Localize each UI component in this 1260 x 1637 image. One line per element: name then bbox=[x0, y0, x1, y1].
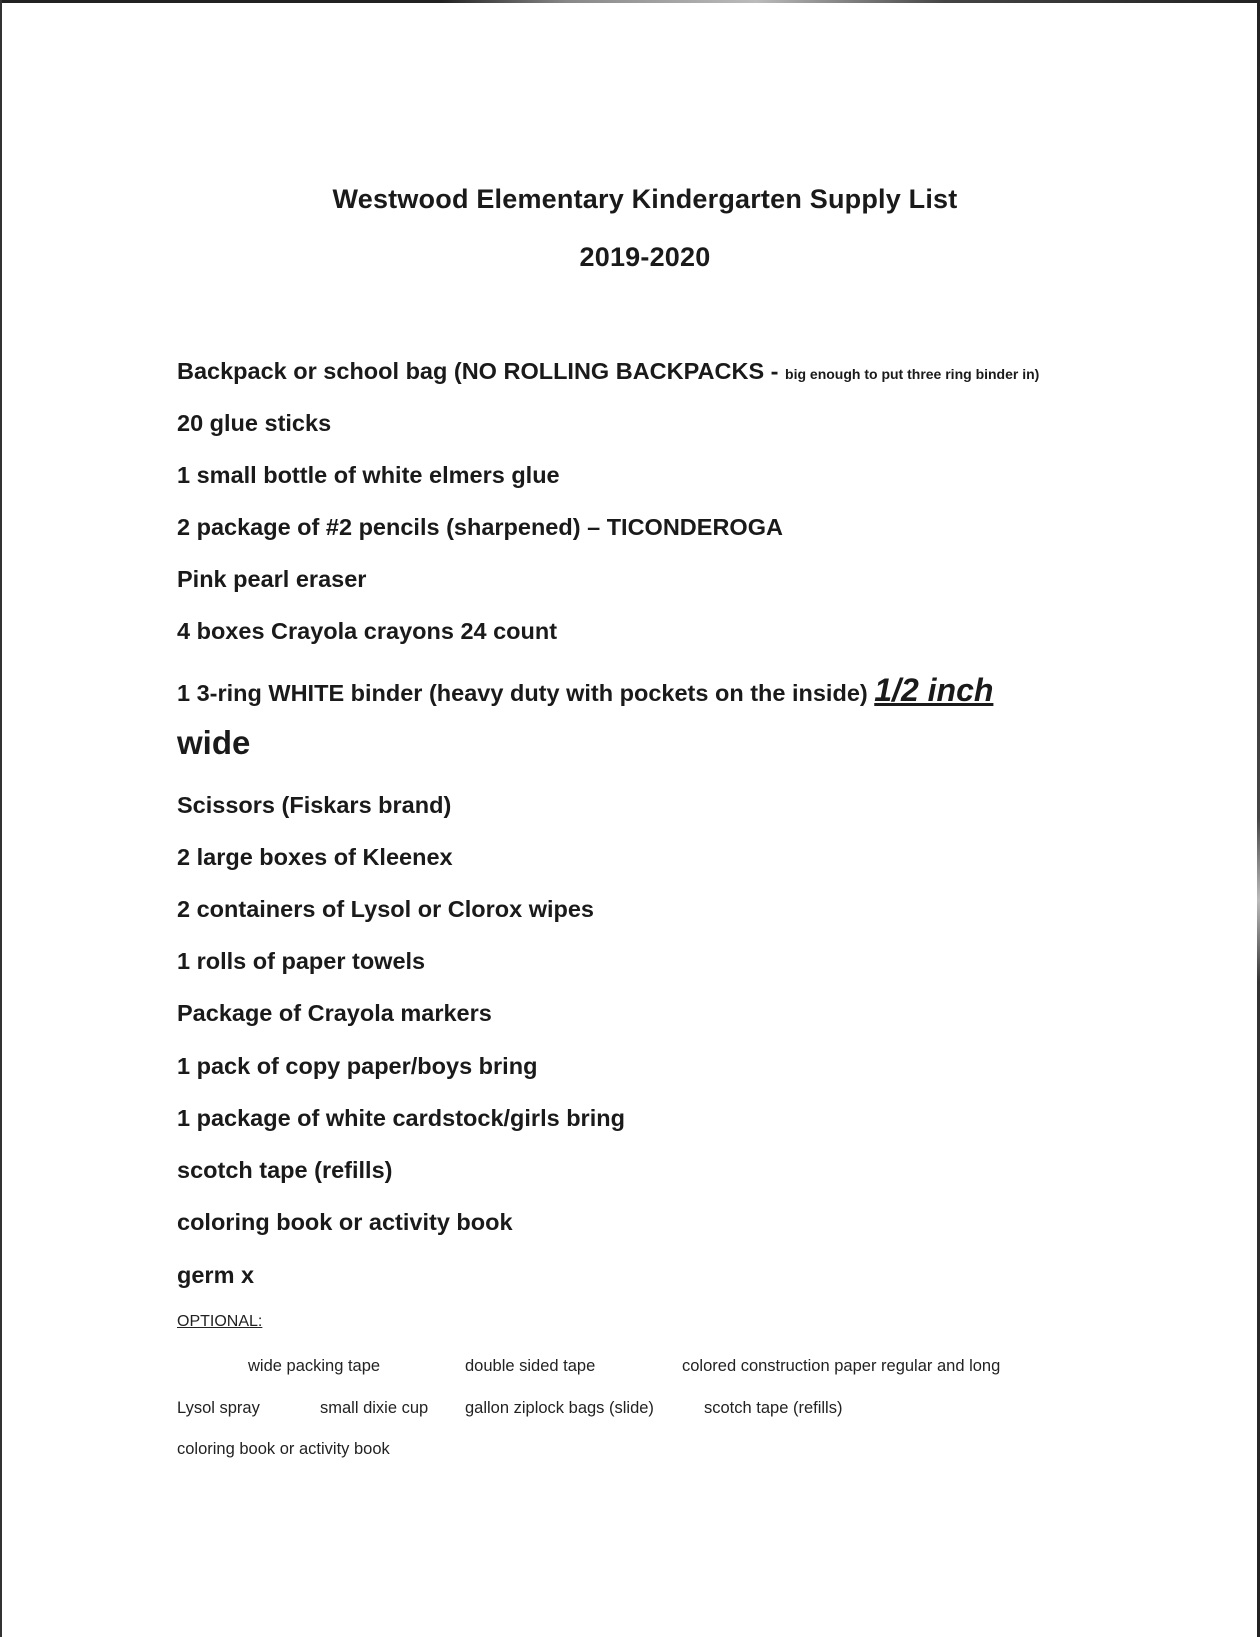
optional-item: colored construction paper regular and long bbox=[682, 1357, 1001, 1375]
supply-item-text: Backpack or school bag (NO ROLLING BACKPACKS - bbox=[177, 358, 786, 384]
scan-edge-top bbox=[0, 0, 1260, 3]
supply-item: Scissors (Fiskars brand) bbox=[177, 792, 452, 818]
supply-item: coloring book or activity book bbox=[177, 1209, 513, 1235]
supply-item: 2 package of #2 pencils (sharpened) – TICONDEROGA bbox=[177, 514, 783, 540]
optional-item: gallon ziplock bags (slide) bbox=[465, 1399, 654, 1417]
binder-size-continuation: wide bbox=[177, 724, 251, 761]
supply-item: Package of Crayola markers bbox=[177, 1000, 492, 1026]
supply-item: 2 containers of Lysol or Clorox wipes bbox=[177, 896, 594, 922]
supply-item: 1 small bottle of white elmers glue bbox=[177, 462, 560, 488]
supply-item: 20 glue sticks bbox=[177, 410, 332, 436]
supply-item: 1 package of white cardstock/girls bring bbox=[177, 1105, 625, 1131]
supply-item: 4 boxes Crayola crayons 24 count bbox=[177, 618, 558, 644]
supply-item bbox=[177, 358, 1039, 385]
document-title: Westwood Elementary Kindergarten Supply List bbox=[332, 184, 958, 214]
supply-item-text: 1 3-ring WHITE binder (heavy duty with pockets on the inside) bbox=[177, 680, 875, 706]
supply-item: scotch tape (refills) bbox=[177, 1157, 393, 1183]
optional-item: Lysol spray bbox=[177, 1399, 260, 1417]
optional-item: scotch tape (refills) bbox=[704, 1399, 843, 1417]
supply-item: 1 pack of copy paper/boys bring bbox=[177, 1053, 538, 1079]
supply-item: 1 rolls of paper towels bbox=[177, 948, 426, 974]
optional-item: double sided tape bbox=[465, 1357, 596, 1375]
optional-item: coloring book or activity book bbox=[177, 1440, 390, 1458]
optional-item: small dixie cup bbox=[320, 1399, 429, 1417]
supply-item: 2 large boxes of Kleenex bbox=[177, 844, 453, 870]
supply-item: germ x bbox=[177, 1262, 255, 1288]
optional-item: wide packing tape bbox=[248, 1357, 381, 1375]
supply-item: Pink pearl eraser bbox=[177, 566, 367, 592]
supply-item-note: big enough to put three ring binder in) bbox=[785, 366, 1040, 382]
supply-item-binder bbox=[177, 672, 993, 709]
optional-heading: OPTIONAL: bbox=[177, 1313, 263, 1330]
binder-size-emphasis: 1/2 inch bbox=[874, 672, 994, 708]
document-year: 2019-2020 bbox=[579, 242, 711, 272]
